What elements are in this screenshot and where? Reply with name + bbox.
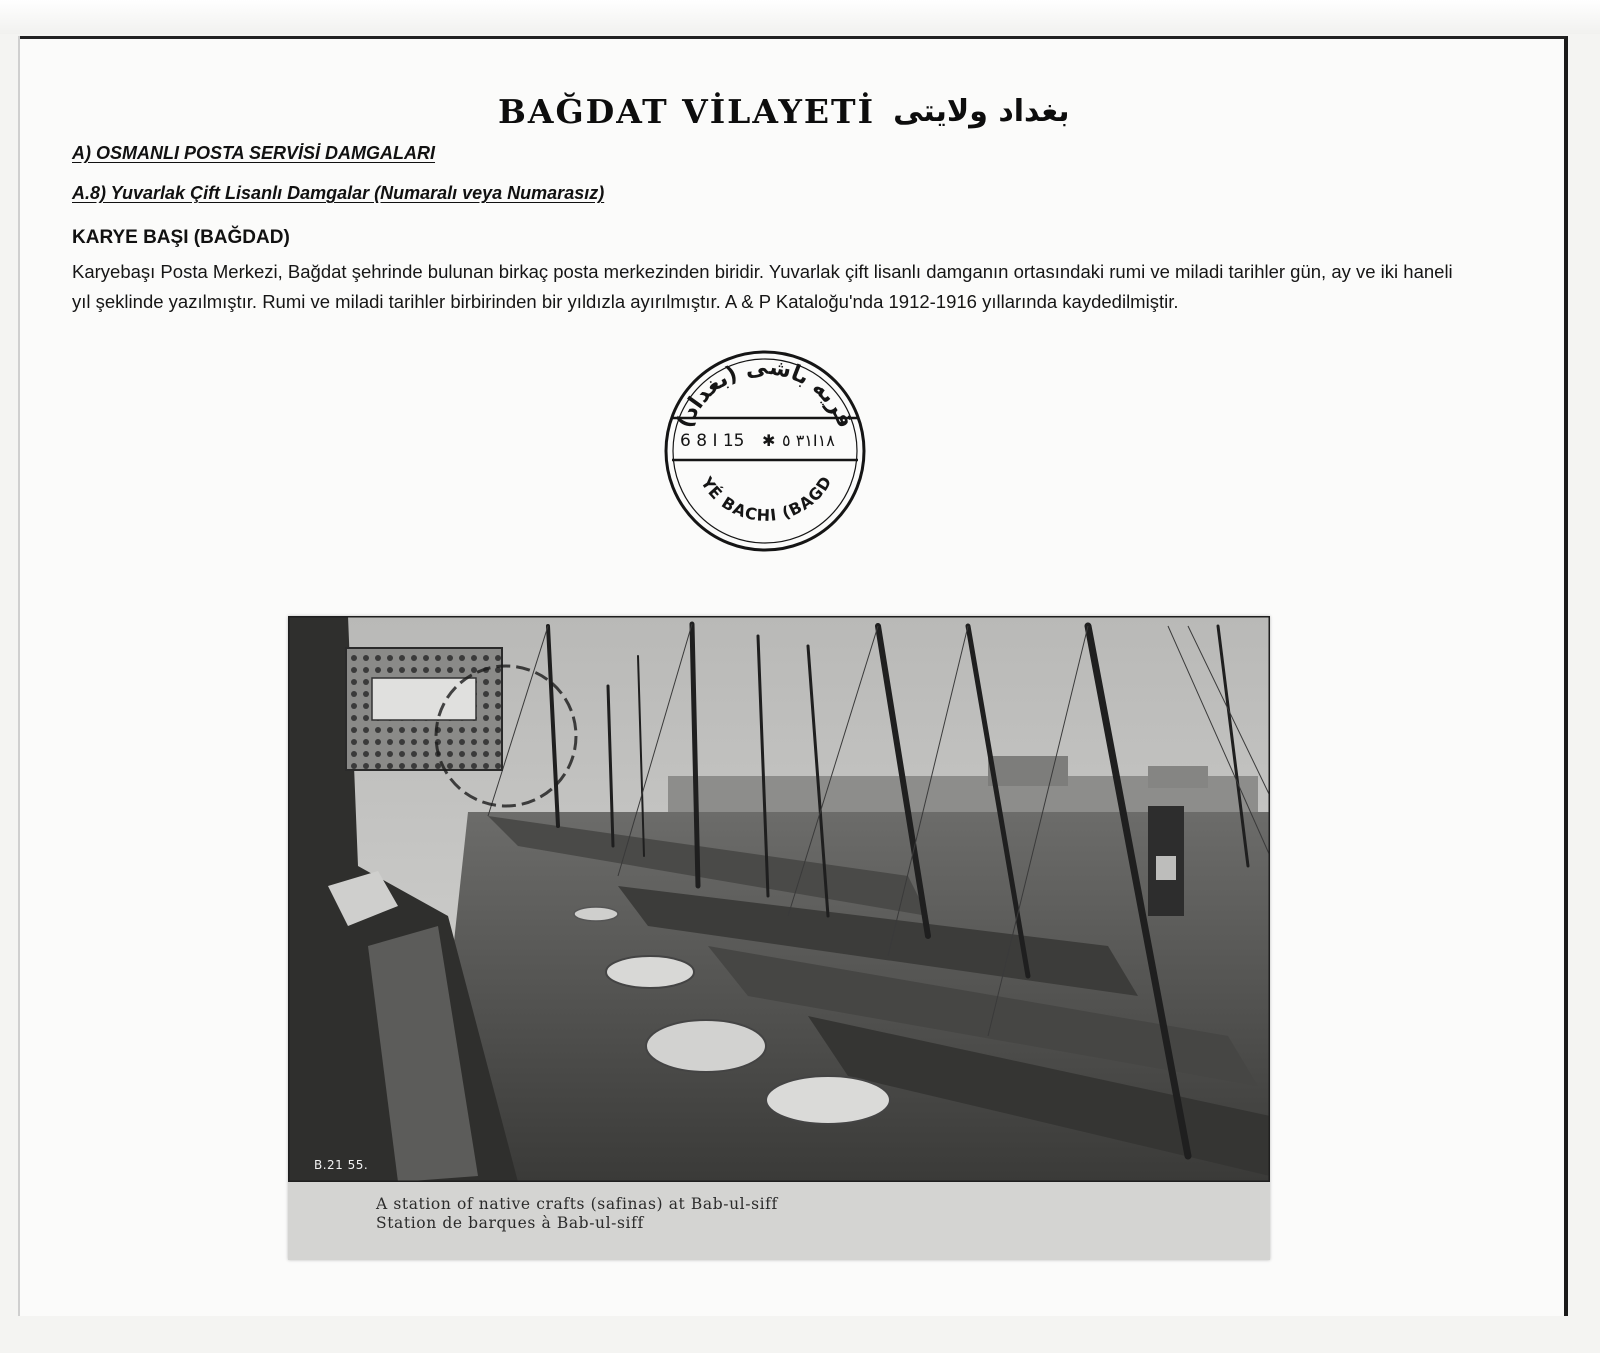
page-edge — [18, 36, 20, 1316]
section-heading: A) OSMANLI POSTA SERVİSİ DAMGALARI — [72, 143, 436, 163]
stamp-center-panel — [372, 678, 476, 720]
postmark-star: ✱ — [762, 431, 776, 450]
place-heading: KARYE BAŞI (BAĞDAD) — [72, 227, 290, 248]
caption-french: Station de barques à Bab-ul-siff — [376, 1214, 644, 1232]
page-title: BAĞDAT VİLAYETİ — [498, 91, 876, 131]
postmark-svg — [658, 348, 872, 554]
postmark-date-gregorian: 6 8 I 15 — [680, 431, 745, 451]
round-boat — [646, 1020, 766, 1072]
postmark-illustration — [658, 348, 872, 554]
postcard — [288, 616, 1270, 1260]
subsection-heading: A.8) Yuvarlak Çift Lisanlı Damgalar (Numaralı veya Numarasız) — [72, 183, 605, 203]
round-boat — [574, 907, 618, 921]
description-paragraph: Karyebaşı Posta Merkezi, Bağdat şehrinde bulunan birkaç posta merkezinden biridir. Yuvarlak çift lisanlı damganın ortasındaki rumi ve miladi tarihler gün, ay ve iki haneli yıl şeklinde yazılmıştır. Rumi ve miladi tarihler birbirinden bir yıldızla ayırılmıştır. A & P Kataloğu'nda 1912-1916 yıllarında kaydedilmiştir. — [72, 261, 1453, 312]
postcard-photo — [288, 616, 1270, 1260]
page-title-arabic: بغداد ولايتى — [893, 93, 1070, 129]
postmark-bottom-text: YÉ BACHI (BAGD — [697, 472, 836, 525]
flag-emblem — [1156, 856, 1176, 880]
postmark-top-text: قريه باشى (بغداد) — [672, 354, 858, 432]
shore-building — [988, 756, 1068, 786]
caption-english: A station of native crafts (safinas) at Bab-ul-siff — [376, 1195, 778, 1213]
page-header — [498, 86, 1070, 136]
round-boat — [766, 1076, 890, 1124]
postcard-code: B.21 55. — [314, 1158, 369, 1172]
postcard-caption — [376, 1195, 778, 1233]
postmark-date-rumi: ٣١ ٥I١٨ — [782, 431, 835, 450]
scan-border — [0, 0, 1600, 34]
round-boat — [606, 956, 694, 988]
shore-building — [1148, 766, 1208, 788]
